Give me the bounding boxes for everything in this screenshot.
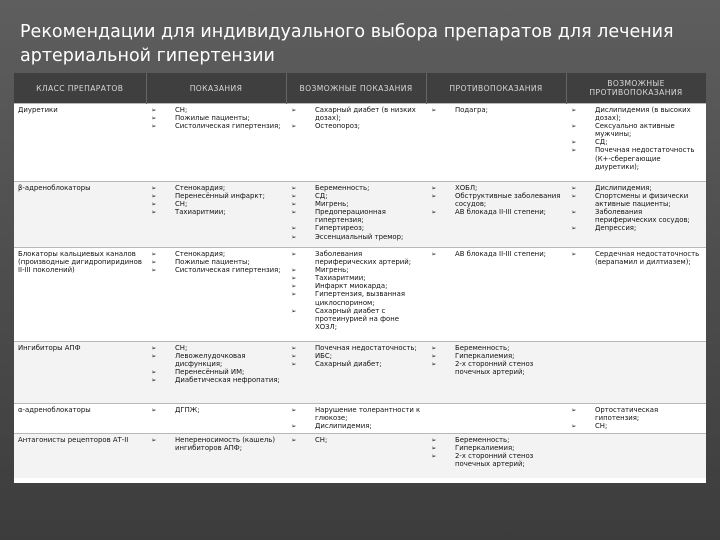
header-indications: ПОКАЗАНИЯ bbox=[146, 73, 286, 104]
table-row bbox=[14, 248, 706, 342]
possible-indications-list bbox=[289, 250, 423, 331]
list-item: ➢ Дислипидемия; bbox=[289, 422, 423, 430]
list-item: ➢ Сахарный диабет с протеинурией на фоне ХОЗЛ; bbox=[289, 307, 423, 331]
list-item: ➢ АВ блокада II-III степени; bbox=[429, 208, 563, 216]
list-item: ➢ 2-х сторонний стеноз почечных артерий; bbox=[429, 360, 563, 376]
possible-indications-cell bbox=[286, 182, 426, 248]
list-item: ➢ Заболевания периферических артерий; bbox=[289, 250, 423, 266]
possible-contraindications-cell bbox=[566, 248, 706, 342]
list-item: ➢ Эссенциальный тремор; bbox=[289, 233, 423, 241]
table-row bbox=[14, 342, 706, 404]
contraindications-cell bbox=[426, 248, 566, 342]
list-item: ➢ Сердечная недостаточность (верапамил и дилтиазем); bbox=[569, 250, 703, 266]
possible-indications-list bbox=[289, 436, 423, 444]
list-item: ➢ СН; bbox=[149, 106, 283, 114]
indications-cell bbox=[146, 248, 286, 342]
list-item: ➢ Инфаркт миокарда; bbox=[289, 282, 423, 290]
list-item: ➢ Сахарный диабет (в низких дозах); bbox=[289, 106, 423, 122]
list-item: ➢ АВ блокада II-III степени; bbox=[429, 250, 563, 258]
contraindications-cell bbox=[426, 404, 566, 434]
list-item: ➢ Гиперкалиемия; bbox=[429, 444, 563, 452]
list-item: ➢ Сахарный диабет; bbox=[289, 360, 423, 368]
possible-contraindications-cell bbox=[566, 104, 706, 182]
possible-contraindications-cell bbox=[566, 342, 706, 404]
contraindications-list bbox=[429, 106, 563, 114]
possible-contraindications-cell bbox=[566, 434, 706, 478]
list-item: ➢ Гипертиреоз; bbox=[289, 224, 423, 232]
possible-indications-cell bbox=[286, 404, 426, 434]
list-item: ➢ Стенокардия; bbox=[149, 250, 283, 258]
possible-indications-list bbox=[289, 344, 423, 368]
list-item: ➢ Почечная недостаточность; bbox=[289, 344, 423, 352]
list-item: ➢ Мигрень; bbox=[289, 266, 423, 274]
contraindications-list bbox=[429, 250, 563, 258]
list-item: ➢ Обструктивные заболевания сосудов; bbox=[429, 192, 563, 208]
header-contraindications: ПРОТИВОПОКАЗАНИЯ bbox=[426, 73, 566, 104]
indications-list bbox=[149, 250, 283, 274]
possible-indications-cell bbox=[286, 434, 426, 478]
possible-contraindications-cell bbox=[566, 182, 706, 248]
possible-contraindications-list bbox=[569, 250, 703, 266]
possible-indications-cell bbox=[286, 342, 426, 404]
list-item: ➢ Перенесённый ИМ; bbox=[149, 368, 283, 376]
list-item: ➢ Остеопороз; bbox=[289, 122, 423, 130]
indications-cell bbox=[146, 434, 286, 478]
list-item: ➢ СН; bbox=[569, 422, 703, 430]
indications-cell bbox=[146, 104, 286, 182]
list-item: ➢ Систолическая гипертензия; bbox=[149, 122, 283, 130]
list-item: ➢ Подагра; bbox=[429, 106, 563, 114]
list-item: ➢ Непереносимость (кашель) ингибиторов АПФ; bbox=[149, 436, 283, 452]
recommendations-table bbox=[14, 73, 706, 478]
drug-class-cell: α-адреноблокаторы bbox=[14, 404, 146, 434]
list-item: ➢ Систолическая гипертензия; bbox=[149, 266, 283, 274]
header-row bbox=[14, 73, 706, 104]
table-body bbox=[14, 104, 706, 478]
list-item: ➢ Ортостатическая гипотензия; bbox=[569, 406, 703, 422]
possible-indications-cell bbox=[286, 248, 426, 342]
list-item: ➢ Пожилые пациенты; bbox=[149, 258, 283, 266]
table-row bbox=[14, 434, 706, 478]
list-item: ➢ Тахиаритмии; bbox=[149, 208, 283, 216]
recommendations-table-container bbox=[14, 73, 706, 483]
list-item: ➢ СН; bbox=[149, 200, 283, 208]
contraindications-cell bbox=[426, 182, 566, 248]
indications-list bbox=[149, 406, 283, 414]
list-item: ➢ Дислипидемия (в высоких дозах); bbox=[569, 106, 703, 122]
drug-class-cell: Ингибиторы АПФ bbox=[14, 342, 146, 404]
list-item: ➢ Депрессия; bbox=[569, 224, 703, 232]
possible-indications-list bbox=[289, 106, 423, 130]
list-item: ➢ СД; bbox=[569, 138, 703, 146]
indications-cell bbox=[146, 404, 286, 434]
contraindications-cell bbox=[426, 104, 566, 182]
list-item: ➢ Мигрень; bbox=[289, 200, 423, 208]
possible-contraindications-list bbox=[569, 406, 703, 430]
drug-class-cell: Антагонисты рецепторов АТ-II bbox=[14, 434, 146, 478]
list-item: ➢ Беременность; bbox=[429, 436, 563, 444]
possible-indications-list bbox=[289, 406, 423, 430]
drug-class-cell: Блокаторы кальциевых каналов (производные дигидропиридинов II-III поколений) bbox=[14, 248, 146, 342]
indications-cell bbox=[146, 182, 286, 248]
contraindications-list bbox=[429, 184, 563, 216]
list-item: ➢ Гиперкалиемия; bbox=[429, 352, 563, 360]
list-item: ➢ Тахиаритмии; bbox=[289, 274, 423, 282]
possible-indications-cell bbox=[286, 104, 426, 182]
list-item: ➢ Перенесённый инфаркт; bbox=[149, 192, 283, 200]
contraindications-list bbox=[429, 344, 563, 376]
list-item: ➢ Дислипидемия; bbox=[569, 184, 703, 192]
list-item: ➢ СД; bbox=[289, 192, 423, 200]
list-item: ➢ СН; bbox=[149, 344, 283, 352]
possible-contraindications-cell bbox=[566, 404, 706, 434]
contraindications-cell bbox=[426, 342, 566, 404]
indications-list bbox=[149, 436, 283, 452]
indications-list bbox=[149, 184, 283, 216]
indications-list bbox=[149, 344, 283, 384]
contraindications-list bbox=[429, 436, 563, 468]
indications-cell bbox=[146, 342, 286, 404]
possible-indications-list bbox=[289, 184, 423, 241]
contraindications-cell bbox=[426, 434, 566, 478]
page-title: Рекомендации для индивидуального выбора препаратов для лечения артериальной гипертензии bbox=[20, 22, 674, 66]
list-item: ➢ СН; bbox=[289, 436, 423, 444]
list-item: ➢ Диабетическая нефропатия; bbox=[149, 376, 283, 384]
list-item: ➢ Пожилые пациенты; bbox=[149, 114, 283, 122]
possible-contraindications-list bbox=[569, 106, 703, 171]
table-header bbox=[14, 73, 706, 104]
list-item: ➢ Предоперационная гипертензия; bbox=[289, 208, 423, 224]
list-item: ➢ Заболевания периферических сосудов; bbox=[569, 208, 703, 224]
indications-list bbox=[149, 106, 283, 130]
drug-class-cell: Диуретики bbox=[14, 104, 146, 182]
list-item: ➢ ХОБЛ; bbox=[429, 184, 563, 192]
list-item: ➢ Беременность; bbox=[429, 344, 563, 352]
list-item: ➢ Гипертензия, вызванная циклоспорином; bbox=[289, 290, 423, 306]
table-row bbox=[14, 104, 706, 182]
header-possible-indications: ВОЗМОЖНЫЕ ПОКАЗАНИЯ bbox=[286, 73, 426, 104]
list-item: ➢ Нарушение толерантности к глюкозе; bbox=[289, 406, 423, 422]
possible-contraindications-list bbox=[569, 184, 703, 233]
list-item: ➢ 2-х сторонний стеноз почечных артерий; bbox=[429, 452, 563, 468]
list-item: ➢ ДГПЖ; bbox=[149, 406, 283, 414]
table-row bbox=[14, 404, 706, 434]
list-item: ➢ Стенокардия; bbox=[149, 184, 283, 192]
list-item: ➢ Почечная недостаточность (К+-сберегающие диуретики); bbox=[569, 146, 703, 170]
list-item: ➢ Спортсмены и физически активные пациенты; bbox=[569, 192, 703, 208]
list-item: ➢ Сексуально активные мужчины; bbox=[569, 122, 703, 138]
header-drug-class: КЛАСС ПРЕПАРАТОВ bbox=[14, 73, 146, 104]
drug-class-cell: β-адреноблокаторы bbox=[14, 182, 146, 248]
header-possible-contraindications: ВОЗМОЖНЫЕ ПРОТИВОПОКАЗАНИЯ bbox=[566, 73, 706, 104]
list-item: ➢ Беременность; bbox=[289, 184, 423, 192]
list-item: ➢ ИБС; bbox=[289, 352, 423, 360]
table-row bbox=[14, 182, 706, 248]
list-item: ➢ Левожелудочковая дисфункция; bbox=[149, 352, 283, 368]
